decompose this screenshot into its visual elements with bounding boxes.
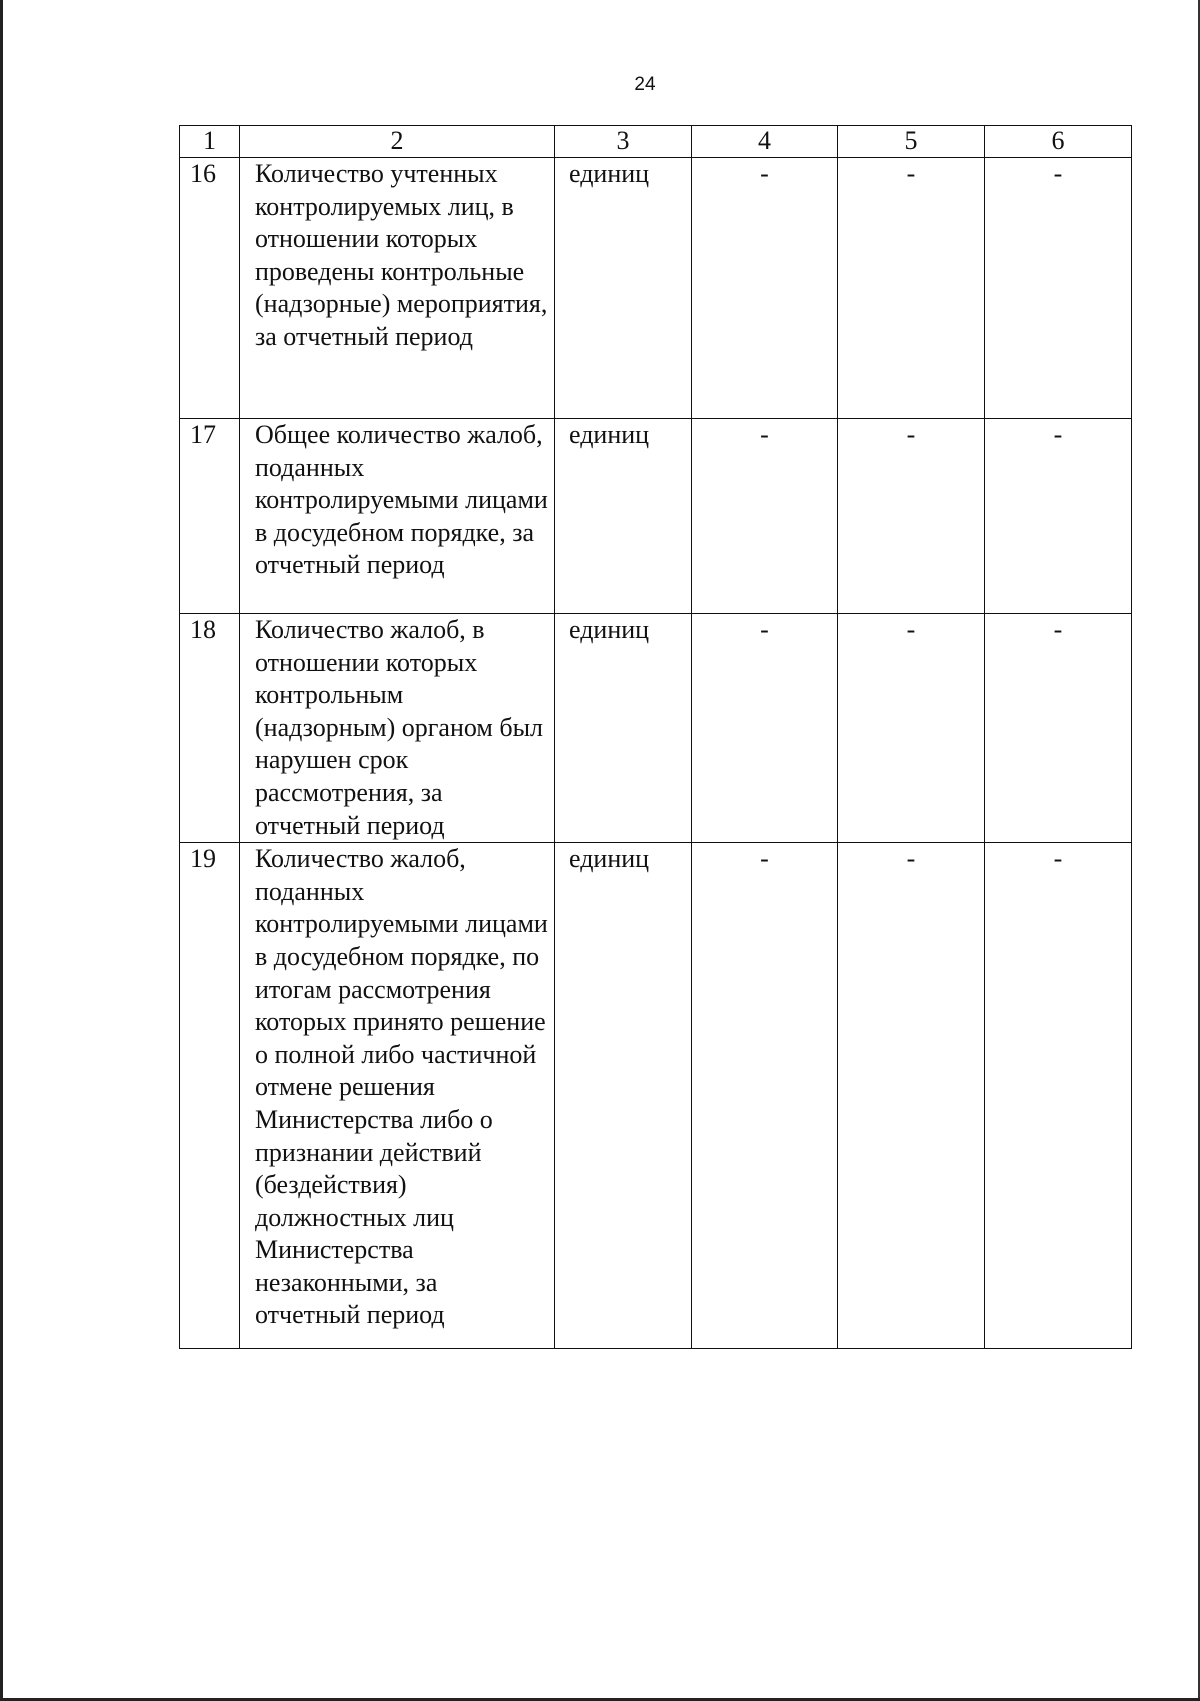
row-unit: единиц [555,419,692,614]
table-row [180,614,1132,843]
row-number: 17 [180,419,240,614]
row-value-col-4: - [692,614,838,843]
row-unit: единиц [555,614,692,843]
header-col-2: 2 [240,126,555,158]
header-col-6: 6 [985,126,1132,158]
row-number: 19 [180,843,240,1349]
table-header-row [180,126,1132,158]
row-value-col-6: - [985,419,1132,614]
row-value-col-5: - [838,843,985,1349]
header-col-3: 3 [555,126,692,158]
row-description: Количество учтенных контролируемых лиц, в отношении которых проведены контрольные (надзорные) мероприятия, за отчетный период [240,158,555,419]
row-value-col-6: - [985,614,1132,843]
header-col-4: 4 [692,126,838,158]
row-unit: единиц [555,843,692,1349]
scan-edge-left [0,0,3,1701]
row-description: Количество жалоб, поданных контролируемыми лицами в досудебном порядке, по итогам рассмотрения которых принято решение о полной либо частичной отмене решения Министерства либо о признании действий (бездействия) должностных лиц Министерства незаконными, за отчетный период [240,843,555,1349]
table-row [180,843,1132,1349]
row-value-col-4: - [692,158,838,419]
row-value-col-5: - [838,419,985,614]
table-row [180,158,1132,419]
header-col-5: 5 [838,126,985,158]
row-value-col-4: - [692,419,838,614]
row-value-col-4: - [692,843,838,1349]
row-value-col-6: - [985,843,1132,1349]
row-unit: единиц [555,158,692,419]
row-value-col-5: - [838,614,985,843]
row-description: Общее количество жалоб, поданных контролируемыми лицами в досудебном порядке, за отчетный период [240,419,555,614]
table-row [180,419,1132,614]
row-value-col-5: - [838,158,985,419]
row-number: 18 [180,614,240,843]
row-description: Количество жалоб, в отношении которых контрольным (надзорным) органом был нарушен срок рассмотрения, за отчетный период [240,614,555,843]
page-number: 24 [634,74,656,95]
row-number: 16 [180,158,240,419]
indicators-table [179,125,1132,1349]
header-col-1: 1 [180,126,240,158]
row-value-col-6: - [985,158,1132,419]
